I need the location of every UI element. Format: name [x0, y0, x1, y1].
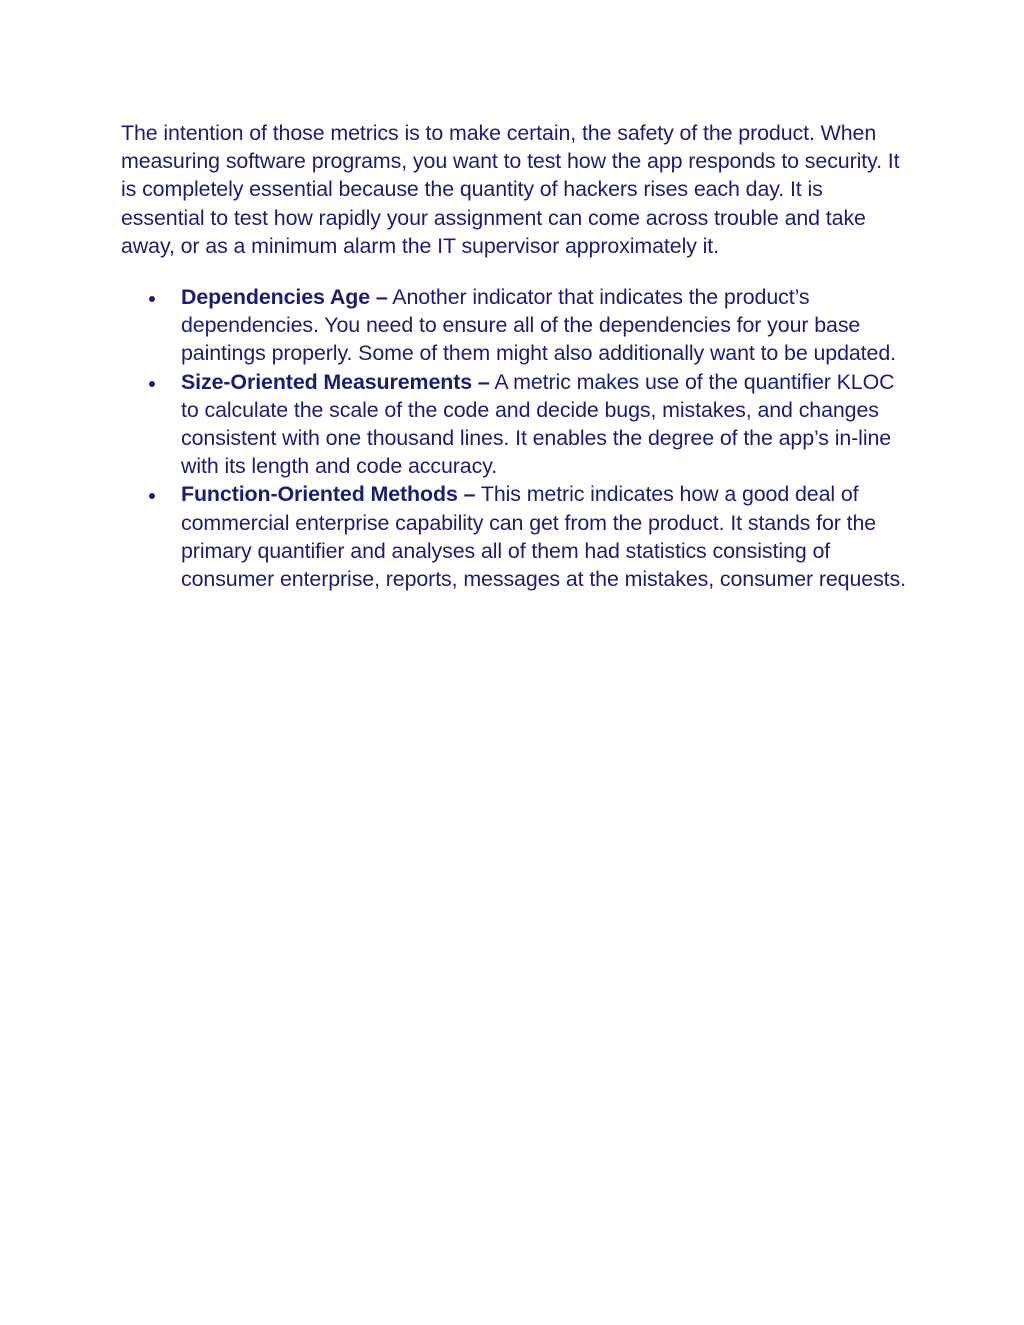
- list-item: [121, 283, 911, 368]
- list-item-term: Function-Oriented Methods –: [181, 482, 476, 507]
- list-item: [121, 480, 911, 593]
- metrics-list: [121, 283, 911, 593]
- list-item: [121, 368, 911, 481]
- bullet-icon: [149, 296, 155, 302]
- list-item-text: This metric indicates how a good deal of commercial enterprise capability can get from the product. It stands for the primary quantifier and analyses all of them had statistics consisting of consumer enterprise, reports, messages at the mistakes, consumer requests.: [181, 482, 906, 592]
- bullet-icon: [149, 493, 155, 499]
- list-item-text: A metric makes use of the quantifier KLOC to calculate the scale of the code and decide bugs, mistakes, and changes consistent with one thousand lines. It enables the degree of the app’s in-line with its length and code accuracy.: [181, 369, 895, 479]
- bullet-icon: [149, 381, 155, 387]
- document-body: [121, 119, 911, 593]
- intro-paragraph: The intention of those metrics is to make certain, the safety of the product. When measuring software programs, you want to test how the app responds to security. It is completely essential because the quantity of hackers rises each day. It is essential to test how rapidly your assignment can come across trouble and take away, or as a minimum alarm the IT supervisor approximately it.: [121, 121, 900, 258]
- list-item-text: Another indicator that indicates the product’s dependencies. You need to ensure all of the dependencies for your base paintings properly. Some of them might also additionally want to be updated.: [181, 285, 896, 366]
- list-item-term: Dependencies Age –: [181, 285, 388, 310]
- list-item-term: Size-Oriented Measurements –: [181, 369, 490, 394]
